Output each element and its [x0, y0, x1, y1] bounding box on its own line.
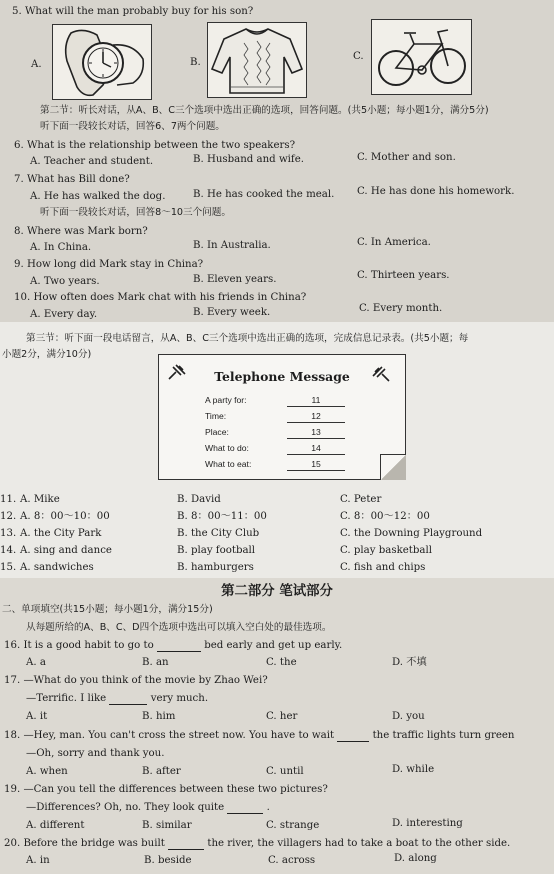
q14-number: 14. — [0, 545, 17, 556]
q5-question: 5. What will the man probably buy for his son? — [12, 6, 254, 17]
q15-option-b: B. hamburgers — [177, 562, 254, 573]
q8-option-b: B. In Australia. — [193, 240, 271, 251]
q9-option-a: A. Two years. — [30, 276, 100, 287]
card-row-label: What to do: — [205, 443, 249, 453]
q19-option-a: A. different — [26, 820, 85, 831]
part2-section1-title: 二、单项填空(共15小题；每小题1分，满分15分) — [2, 604, 213, 615]
telephone-message-card — [158, 354, 406, 480]
q16-blank — [157, 641, 201, 652]
card-row-blank: 15 — [287, 459, 345, 471]
q10-option-a: A. Every day. — [30, 309, 98, 320]
q12-option-c: C. 8：00～12：00 — [340, 511, 430, 522]
section2-intro-6-7: 听下面一段较长对话，回答6、7两个问题。 — [40, 121, 225, 132]
part2-heading: 第二部分 笔试部分 — [221, 584, 333, 599]
q19-option-c: C. strange — [266, 820, 320, 831]
q11-number: 11. — [0, 494, 17, 505]
q7-option-c: C. He has done his homework. — [357, 186, 515, 197]
q19-option-b: B. similar — [142, 820, 192, 831]
card-row-label: What to eat: — [205, 459, 252, 469]
q18-option-b: B. after — [142, 766, 181, 777]
q18-line2: —Oh, sorry and thank you. — [26, 748, 165, 759]
q20-stem-post: the river, the villagers had to take a boat to the other side. — [207, 838, 511, 849]
q19-line2 — [26, 801, 270, 814]
q9-question: 9. How long did Mark stay in China? — [14, 259, 204, 270]
q12-option-b: B. 8：00～11：00 — [177, 511, 267, 522]
q18-stem-pre: 18. —Hey, man. You can't cross the street now. You have to wait — [4, 730, 335, 741]
q17-line1: 17. —What do you think of the movie by Zhao Wei? — [4, 675, 268, 686]
q20-blank — [168, 839, 204, 850]
sweater-icon — [207, 22, 307, 98]
q17-option-d: D. you — [392, 711, 425, 722]
q19-line1: 19. —Can you tell the differences between these two pictures? — [4, 784, 328, 795]
q14-option-c: C. play basketball — [340, 545, 432, 556]
q17-blank — [109, 694, 147, 705]
q16-stem-post: bed early and get up early. — [204, 640, 343, 651]
card-row-blank: 11 — [287, 395, 345, 407]
q20-option-b: B. beside — [144, 855, 192, 866]
q11-option-b: B. David — [177, 494, 221, 505]
q17-line2 — [26, 692, 208, 705]
q15-option-c: C. fish and chips — [340, 562, 426, 573]
q10-option-b: B. Every week. — [193, 307, 271, 318]
section3-instruction-line1: 第三节：听下面一段电话留言，从A、B、C三个选项中选出正确的选项，完成信息记录表。(共5小题；每 — [26, 333, 469, 344]
q5-option-c-label: C. — [353, 51, 364, 62]
card-row-label: A party for: — [205, 395, 247, 405]
q18-blank — [337, 731, 369, 742]
q9-option-c: C. Thirteen years. — [357, 270, 450, 281]
q5-option-a-label: A. — [31, 59, 42, 70]
q19-blank — [227, 803, 263, 814]
card-row-blank: 12 — [287, 411, 345, 423]
q9-option-b: B. Eleven years. — [193, 274, 277, 285]
page-curl — [380, 454, 406, 480]
q19-stem-pre: —Differences? Oh, no. They look quite — [26, 802, 225, 813]
written-section — [0, 578, 554, 874]
q16-option-b: B. an — [142, 657, 169, 668]
q20-option-c: C. across — [268, 855, 316, 866]
q20-stem — [4, 837, 510, 850]
q13-option-c: C. the Downing Playground — [340, 528, 483, 539]
q17-stem-post: very much. — [150, 693, 209, 704]
section2-instruction: 第二节：听长对话，从A、B、C三个选项中选出正确的选项，回答问题。(共5小题；每小题1分，满分5分) — [40, 105, 489, 116]
card-row-blank: 13 — [287, 427, 345, 439]
q7-question: 7. What has Bill done? — [14, 174, 130, 185]
q10-option-c: C. Every month. — [359, 303, 443, 314]
card-row-blank: 14 — [287, 443, 345, 455]
q17-option-b: B. him — [142, 711, 176, 722]
q18-stem-post: the traffic lights turn green — [372, 730, 515, 741]
q14-option-a: A. sing and dance — [20, 545, 112, 556]
q17-option-c: C. her — [266, 711, 298, 722]
q13-option-b: B. the City Club — [177, 528, 260, 539]
bicycle-icon — [371, 19, 472, 95]
q15-number: 15. — [0, 562, 17, 573]
q12-number: 12. — [0, 511, 17, 522]
watch-icon — [52, 24, 152, 100]
q17-stem-pre: —Terrific. I like — [26, 693, 107, 704]
q15-option-a: A. sandwiches — [20, 562, 94, 573]
q20-option-d: D. along — [394, 853, 437, 864]
q17-option-a: A. it — [26, 711, 48, 722]
q19-stem-post: . — [266, 802, 270, 813]
q18-line1 — [4, 729, 514, 742]
q6-question: 6. What is the relationship between the two speakers? — [14, 140, 296, 151]
q11-option-c: C. Peter — [340, 494, 382, 505]
q8-option-a: A. In China. — [30, 242, 92, 253]
q6-option-a: A. Teacher and student. — [30, 156, 154, 167]
q18-option-c: C. until — [266, 766, 304, 777]
q12-option-a: A. 8：00～10：00 — [20, 511, 110, 522]
q16-option-c: C. the — [266, 657, 297, 668]
q19-option-d: D. interesting — [392, 818, 463, 829]
q6-option-b: B. Husband and wife. — [193, 154, 304, 165]
listening-section-top — [0, 0, 554, 322]
q13-option-a: A. the City Park — [20, 528, 102, 539]
q16-option-a: A. a — [26, 657, 46, 668]
q10-question: 10. How often does Mark chat with his friends in China? — [14, 292, 307, 303]
q7-option-b: B. He has cooked the meal. — [193, 189, 335, 200]
card-row-label: Place: — [205, 427, 229, 437]
q14-option-b: B. play football — [177, 545, 256, 556]
q20-stem-pre: 20. Before the bridge was built — [4, 838, 165, 849]
part2-instruction: 从每题所给的A、B、C、D四个选项中选出可以填入空白处的最佳选项。 — [26, 622, 332, 633]
q16-stem-pre: 16. It is a good habit to go to — [4, 640, 154, 651]
section3-instruction-line2: 小题2分，满分10分) — [2, 349, 92, 360]
card-row-label: Time: — [205, 411, 227, 421]
q18-option-a: A. when — [26, 766, 68, 777]
telephone-message-section — [0, 322, 554, 578]
q11-option-a: A. Mike — [20, 494, 60, 505]
q13-number: 13. — [0, 528, 17, 539]
q8-question: 8. Where was Mark born? — [14, 226, 148, 237]
q20-option-a: A. in — [26, 855, 50, 866]
q5-option-b-label: B. — [190, 57, 201, 68]
q16-stem — [4, 639, 342, 652]
q7-option-a: A. He has walked the dog. — [30, 191, 166, 202]
section2-intro-8-10: 听下面一段较长对话，回答8～10三个问题。 — [40, 207, 231, 218]
q8-option-c: C. In America. — [357, 237, 431, 248]
q16-option-d: D. 不填 — [392, 657, 427, 668]
card-title: Telephone Message — [214, 369, 350, 384]
q6-option-c: C. Mother and son. — [357, 152, 456, 163]
q18-option-d: D. while — [392, 764, 435, 775]
